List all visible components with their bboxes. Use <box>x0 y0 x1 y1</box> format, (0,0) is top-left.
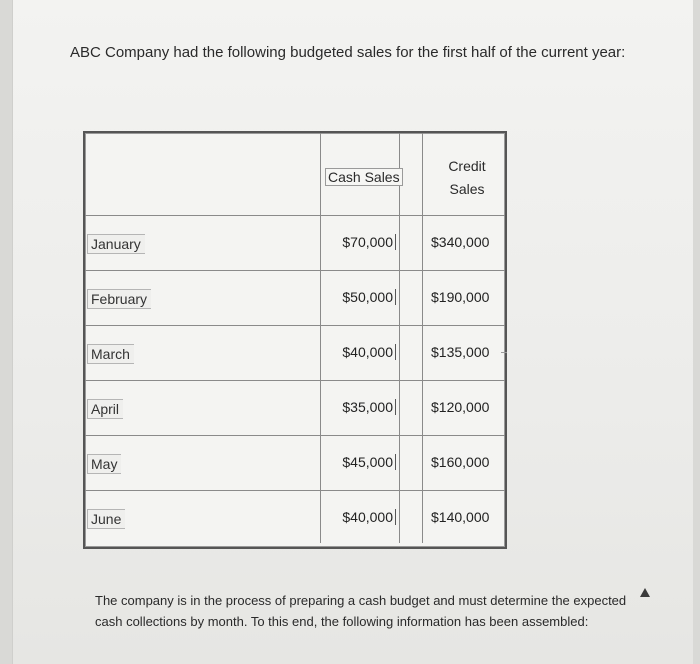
month-label: May <box>87 454 121 474</box>
month-cell <box>85 271 321 325</box>
table-row <box>85 216 505 271</box>
pointer-arrow-icon <box>640 588 650 597</box>
month-cell <box>85 381 321 435</box>
table-row <box>85 381 505 436</box>
cash-amount: $70,000 <box>342 234 396 250</box>
month-label: April <box>87 399 123 419</box>
credit-amount: $135,000 <box>431 344 490 360</box>
cash-amount: $40,000 <box>342 509 396 525</box>
budgeted-sales-table <box>83 131 507 549</box>
table-row <box>85 326 505 381</box>
table-row <box>85 491 505 543</box>
gap-cell <box>400 326 423 380</box>
month-label: June <box>87 509 125 529</box>
header-credit-sales: Credit Sales <box>448 158 486 197</box>
credit-cell <box>423 491 503 543</box>
header-month-cell <box>85 133 321 215</box>
cash-cell <box>321 326 400 380</box>
credit-amount: $120,000 <box>431 399 490 415</box>
cash-cell <box>321 436 400 490</box>
header-cash-sales: Cash Sales <box>325 168 403 186</box>
cash-amount: $50,000 <box>342 289 396 305</box>
cash-cell <box>321 381 400 435</box>
month-label: February <box>87 289 151 309</box>
month-cell <box>85 436 321 490</box>
intro-paragraph: ABC Company had the following budgeted sales for the first half of the current year: <box>70 44 626 61</box>
credit-cell <box>423 436 503 490</box>
credit-cell <box>423 271 503 325</box>
cash-cell <box>321 491 400 543</box>
credit-amount: $340,000 <box>431 234 490 250</box>
credit-cell <box>423 381 503 435</box>
footer-paragraph: The company is in the process of preparing a cash budget and must determine the expected cash collections by month. To this end, the following information has been assembled: <box>95 593 627 629</box>
credit-cell <box>423 326 503 380</box>
gap-cell <box>400 271 423 325</box>
credit-amount: $190,000 <box>431 289 490 305</box>
table-row <box>85 271 505 326</box>
month-cell <box>85 326 321 380</box>
month-label: January <box>87 234 145 254</box>
credit-amount: $140,000 <box>431 509 490 525</box>
gap-cell <box>400 436 423 490</box>
cash-amount: $40,000 <box>342 344 396 360</box>
cash-amount: $35,000 <box>342 399 396 415</box>
document-page <box>12 0 693 664</box>
credit-amount: $160,000 <box>431 454 490 470</box>
gap-cell <box>400 491 423 543</box>
gap-cell <box>400 381 423 435</box>
month-label: March <box>87 344 134 364</box>
gap-cell <box>400 216 423 270</box>
table-header-row <box>85 133 505 216</box>
cash-amount: $45,000 <box>342 454 396 470</box>
cash-cell <box>321 216 400 270</box>
pen-mark <box>501 352 507 353</box>
month-cell <box>85 216 321 270</box>
table-row <box>85 436 505 491</box>
cash-cell <box>321 271 400 325</box>
credit-cell <box>423 216 503 270</box>
month-cell <box>85 491 321 543</box>
header-gap-cell <box>400 133 423 215</box>
